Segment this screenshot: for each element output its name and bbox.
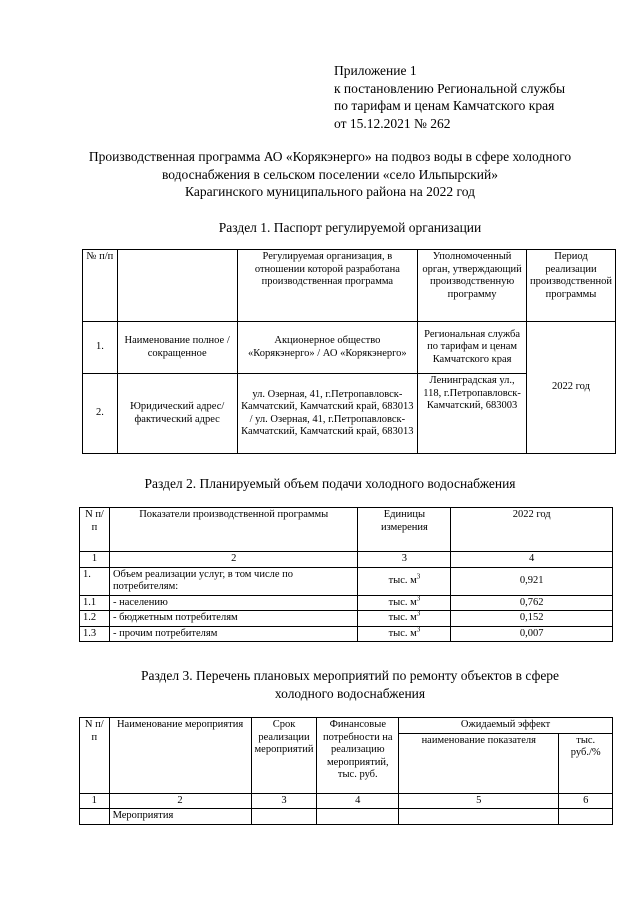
row-num: 2.	[83, 374, 118, 454]
header-period: Период реализации производственной программы	[526, 250, 615, 322]
table-row	[83, 322, 616, 374]
title-line: Производственная программа АО «Корякэнерго» на подвоз воды в сфере холодного	[88, 149, 572, 164]
row-num: 1.2	[80, 611, 110, 627]
appendix-header	[334, 62, 624, 132]
col-number: 5	[399, 793, 559, 809]
unit-text: тыс. м	[388, 596, 417, 608]
section1-table	[82, 249, 616, 454]
title-line: Карагинского муниципального района на 2022 год	[185, 184, 475, 199]
col-number: 1	[80, 793, 110, 809]
header-year: 2022 год	[451, 508, 613, 552]
row-num: 1.	[80, 567, 110, 595]
col-number: 4	[451, 552, 613, 568]
header-org: Регулируемая организация, в отношении которой разработана производственная программа	[237, 250, 418, 322]
section3-title-line: Раздел 3. Перечень плановых мероприятий по ремонту объектов в сфере	[140, 668, 560, 683]
col-number: 3	[251, 793, 317, 809]
col-number: 1	[80, 552, 110, 568]
header-num: N п/п	[80, 508, 110, 552]
header-authority: Уполномоченный орган, утверждающий производственную программу	[418, 250, 527, 322]
row-num	[80, 809, 110, 825]
table-header-row	[83, 250, 616, 322]
row-unit	[358, 626, 451, 642]
unit-sup: 3	[416, 625, 421, 633]
unit-sup: 3	[416, 572, 421, 581]
appendix-line: Приложение 1	[334, 63, 417, 78]
col-number: 3	[358, 552, 451, 568]
section1-title: Раздел 1. Паспорт регулируемой организации	[218, 220, 482, 235]
header-effect-value: тыс. руб./%	[559, 733, 613, 793]
header-term: Срок реализации мероприятий	[251, 718, 317, 794]
row-value: 0,921	[451, 567, 613, 595]
row-value: 0,007	[451, 626, 613, 642]
row-org: ул. Озерная, 41, г.Петропавловск-Камчатский, Камчатский край, 683013 / ул. Озерная, 41, г.Петропавловск-Камчатский, Камчатский край, 683013	[237, 374, 418, 454]
table-row	[80, 809, 613, 825]
header-name: Наименование мероприятия	[109, 718, 251, 794]
table-row	[80, 611, 613, 627]
row-value: 0,762	[451, 595, 613, 611]
header-unit: Единицы измерения	[358, 508, 451, 552]
row-label: - бюджетным потребителям	[109, 611, 358, 627]
section3-title-line: холодного водоснабжения	[274, 685, 426, 701]
row-label: Наименование полное / сокращенное	[117, 322, 237, 374]
unit-text: тыс. м	[388, 574, 417, 586]
row-effect-value	[559, 809, 613, 825]
row-effect-name	[399, 809, 559, 825]
row-org: Акционерное общество «Корякэнерго» / АО «Корякэнерго»	[237, 322, 418, 374]
unit-text: тыс. м	[388, 612, 417, 623]
unit-text: тыс. м	[388, 627, 417, 639]
header-effect: Ожидаемый эффект	[399, 718, 613, 734]
col-number: 4	[317, 793, 399, 809]
col-number: 2	[109, 552, 358, 568]
section2-title: Раздел 2. Планируемый объем подачи холодного водоснабжения	[144, 476, 516, 491]
column-number-row	[80, 552, 613, 568]
row-num: 1.3	[80, 626, 110, 642]
title-line: водоснабжения в сельском поселении «село Ильпырский»	[161, 166, 499, 182]
row-num: 1.	[83, 322, 118, 374]
row-authority: Ленинградская ул., 118, г.Петропавловск-Камчатский, 683003	[418, 374, 527, 454]
col-number: 2	[109, 793, 251, 809]
header-indicator: Показатели производственной программы	[109, 508, 358, 552]
row-label: - прочим потребителям	[109, 626, 358, 642]
row-label: Объем реализации услуг, в том числе по потребителям:	[109, 567, 358, 595]
unit-sup: 3	[416, 594, 421, 602]
col-number: 6	[559, 793, 613, 809]
row-authority: Региональная служба по тарифам и ценам Камчатского края	[418, 322, 527, 374]
row-num: 1.1	[80, 595, 110, 611]
appendix-line: от 15.12.2021 № 262	[334, 115, 451, 131]
table-header-row	[80, 718, 613, 734]
row-value: 0,152	[451, 611, 613, 627]
table-row	[80, 567, 613, 595]
row-unit	[358, 595, 451, 611]
row-unit	[358, 567, 451, 595]
row-finance	[317, 809, 399, 825]
period-value: 2022 год	[526, 322, 615, 454]
table-row	[80, 626, 613, 642]
section3-table	[79, 717, 613, 825]
table-row	[80, 595, 613, 611]
row-label: Юридический адрес/фактический адрес	[117, 374, 237, 454]
header-empty	[117, 250, 237, 322]
appendix-line: по тарифам и ценам Камчатского края	[334, 98, 555, 113]
header-effect-name: наименование показателя	[399, 733, 559, 793]
row-term	[251, 809, 317, 825]
table-header-row	[80, 508, 613, 552]
section2-table	[79, 507, 613, 642]
unit-sup: 3	[416, 609, 421, 618]
column-number-row	[80, 793, 613, 809]
section3-title	[40, 667, 640, 702]
header-num: № п/п	[83, 250, 118, 322]
header-num: N п/п	[80, 718, 110, 794]
document-title	[40, 148, 620, 201]
row-label: - населению	[109, 595, 358, 611]
row-unit	[358, 611, 451, 627]
header-finance: Финансовые потребности на реализацию мероприятий, тыс. руб.	[317, 718, 399, 794]
appendix-line: к постановлению Региональной службы	[334, 80, 566, 96]
row-name: Мероприятия	[109, 809, 251, 825]
